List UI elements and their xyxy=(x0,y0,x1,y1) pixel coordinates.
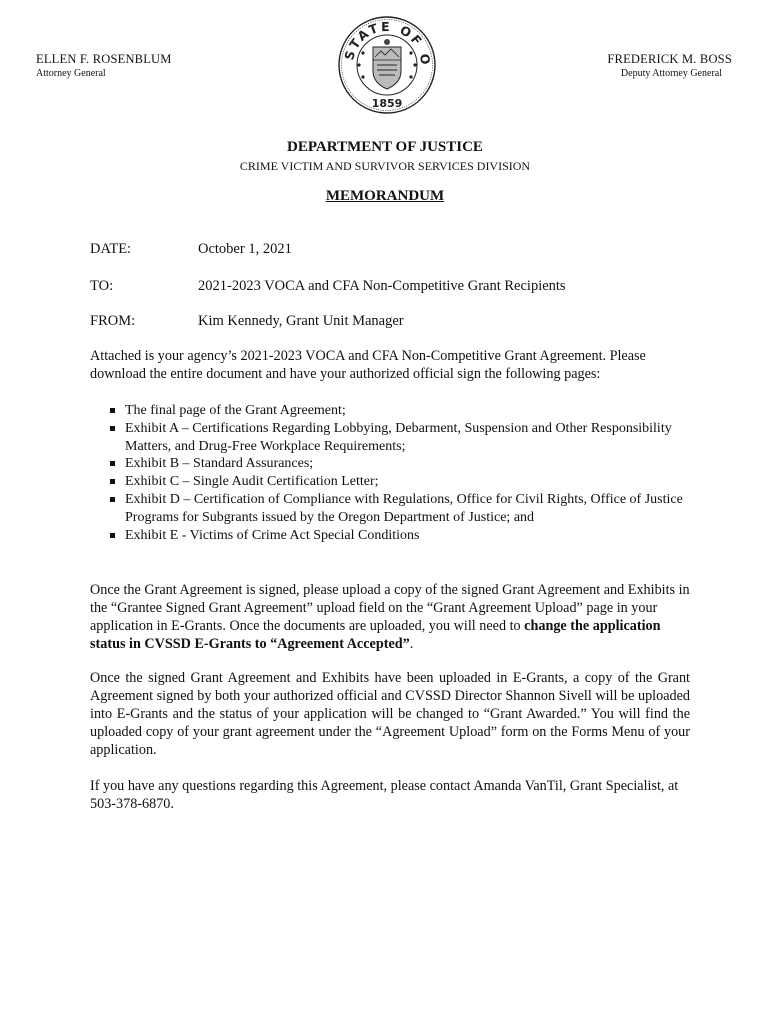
from-label: FROM: xyxy=(90,313,136,329)
division-title: CRIME VICTIM AND SURVIVOR SERVICES DIVISION xyxy=(239,159,531,173)
to-value: 2021-2023 VOCA and CFA Non-Competitive Grant Recipients xyxy=(198,278,566,294)
date-row xyxy=(90,241,292,258)
bullet-icon xyxy=(110,497,115,502)
date-value: October 1, 2021 xyxy=(198,241,292,257)
list-item: Exhibit C – Single Audit Certification Letter; xyxy=(90,473,690,491)
deputy-attorney-general-title: Deputy Attorney General xyxy=(620,68,722,79)
seal-text: STATE OF O xyxy=(341,18,434,68)
to-row xyxy=(90,278,566,295)
bullet-icon xyxy=(110,461,115,466)
bullet-icon xyxy=(110,426,115,431)
department-title: DEPARTMENT OF JUSTICE xyxy=(287,139,483,155)
date-label: DATE: xyxy=(90,241,132,257)
status-change-instruction: change the application status in CVSSD E-Grants to “Agreement Accepted” xyxy=(90,618,661,652)
deputy-attorney-general-name: FREDERICK M. BOSS xyxy=(607,52,732,66)
list-item: The final page of the Grant Agreement; xyxy=(90,402,690,420)
to-label: TO: xyxy=(90,278,114,294)
seal-year: 1859 xyxy=(371,97,403,110)
attorney-general-name: ELLEN F. ROSENBLUM xyxy=(36,52,172,66)
list-item: Exhibit A – Certifications Regarding Lobbying, Debarment, Suspension and Other Responsibility Matters, and Drug-Free Workplace Requirements; xyxy=(90,420,690,456)
upload-instructions-paragraph: Once the Grant Agreement is signed, please upload a copy of the signed Grant Agreement and Exhibits in the “Grantee Signed Grant Agreement” upload field on the “Grant Agreement Upload” page in your application in E-Grants. Once the documents are uploaded, you will need to change the application status in CVSSD E-Grants to “Agreement Accepted”. xyxy=(90,582,690,652)
memo-heading xyxy=(0,188,770,205)
list-item: Exhibit D – Certification of Compliance with Regulations, Office for Civil Rights, Office of Justice Programs for Subgrants issued by the Oregon Department of Justice; and xyxy=(90,491,690,527)
from-row xyxy=(90,313,404,330)
exhibit-list-container xyxy=(90,402,690,544)
bullet-icon xyxy=(110,533,115,538)
attorney-general-title: Attorney General xyxy=(36,68,106,79)
intro-paragraph: Attached is your agency’s 2021-2023 VOCA and CFA Non-Competitive Grant Agreement. Please download the entire document and have your authorized official sign the following pages: xyxy=(90,348,646,382)
from-value: Kim Kennedy, Grant Unit Manager xyxy=(198,313,404,329)
memo-title: MEMORANDUM xyxy=(325,188,445,204)
bullet-icon xyxy=(110,408,115,413)
exhibit-list xyxy=(90,402,690,544)
state-seal xyxy=(337,13,437,117)
list-item: Exhibit B – Standard Assurances; xyxy=(90,455,690,473)
grant-awarded-paragraph: Once the signed Grant Agreement and Exhibits have been uploaded in E-Grants, a copy of the Grant Agreement signed by both your authorized official and CVSSD Director Shannon Sivell will be uploaded into E-Grants and the status of your application will be changed to “Grant Awarded.” You will find the uploaded copy of your grant agreement under the “Agreement Upload” form on the Forms Menu of your application. xyxy=(90,670,690,758)
list-item: Exhibit E - Victims of Crime Act Special Conditions xyxy=(90,527,690,545)
contact-paragraph: If you have any questions regarding this Agreement, please contact Amanda VanTil, Grant Specialist, at 503-378-6870. xyxy=(90,778,679,812)
bullet-icon xyxy=(110,479,115,484)
